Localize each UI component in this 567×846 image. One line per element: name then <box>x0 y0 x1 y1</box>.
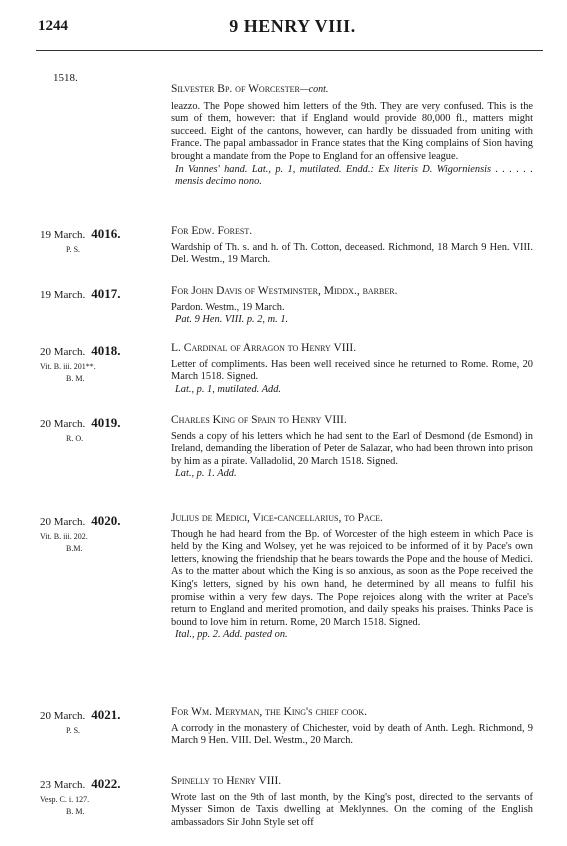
entry-ref: R. O. <box>66 434 84 443</box>
entry-margin <box>40 775 160 817</box>
entry-meta: Ital., pp. 2. Add. pasted on. <box>175 629 288 641</box>
entry-text: Wardship of Th. s. and h. of Th. Cotton, deceased. Richmond, 18 March 9 Hen. VIII. Del. Westm., 19 March. <box>171 241 533 266</box>
entry-body <box>171 775 533 829</box>
entry-date: 20 March. <box>40 418 86 430</box>
entry-title: L. Cardinal of Arragon to Henry VIII. <box>171 342 357 354</box>
entry-margin <box>40 225 160 255</box>
entry-meta: Lat., p. 1, mutilated. Add. <box>175 383 282 395</box>
entry-body <box>171 706 533 748</box>
continued-entry <box>171 83 533 189</box>
entry-number: 4017. <box>91 286 121 301</box>
entry-text: Pardon. Westm., 19 March. <box>171 301 285 313</box>
entry-number: 4016. <box>91 226 121 241</box>
entry-meta: Pat. 9 Hen. VIII. p. 2, m. 1. <box>175 314 289 326</box>
entry-ref: B. M. <box>66 807 85 816</box>
entry-number: 4022. <box>91 776 121 791</box>
running-head: 9 HENRY VIII. <box>229 16 356 36</box>
entry-title: Spinelly to Henry VIII. <box>171 775 282 787</box>
page-number: 1244 <box>38 18 68 34</box>
entry-body <box>171 512 533 642</box>
header-rule <box>36 50 543 51</box>
entry-title-text: Silvester Bp. of Worcester <box>171 83 300 95</box>
entry-margin <box>40 285 160 303</box>
entry-body <box>171 342 533 396</box>
entry-date: 20 March. <box>40 516 86 528</box>
entry-number: 4018. <box>91 343 121 358</box>
entry-text: Sends a copy of his letters which he had sent to the Earl of Desmond (de Esmond) in Ireland, demanding the liberation of Peter de Salazar, who had been thrown into prison by him as a pirate. Valladolid, 20 March 1518. Signed. <box>171 430 533 467</box>
entry-ref: Vit. B. iii. 201**. <box>40 362 96 371</box>
entry-text: Letter of compliments. Has been well received since he returned to Rome. Rome, 20 March 1518. Signed. <box>171 358 533 383</box>
entry-title: For Wm. Meryman, the King's chief cook. <box>171 706 367 718</box>
entry-number: 4019. <box>91 415 121 430</box>
entry-number: 4020. <box>91 513 121 528</box>
entry-ref: B. M. <box>66 374 85 383</box>
entry-title-cont: —cont. <box>299 84 329 95</box>
entry-title: Julius de Medici, Vice-cancellarius, to Pace. <box>171 512 383 524</box>
entry-title: For John Davis of Westminster, Middx., barber. <box>171 285 398 297</box>
entry-text: Though he had heard from the Bp. of Worcester of the high esteem in which Pace is held by the King and Wolsey, yet he was rejoiced to be informed of it by Pace's own letters, knowing the friendship that he bears towards the Pope and the house of Medici. As to the matter about which the King is so anxious, as soon as the Pope received the King's letters, signed by his own hand, he determined by all means to fulfil his promise within a very few days. The Pope rejoices along with the writer at Pace's return to England and merited promotion, and daily speaks his praises. Thinks Pace is bound to love him in return. Rome, 20 March 1518. Signed. <box>171 528 533 628</box>
entry-meta: In Vannes' hand. Lat., p. 1, mutilated. Endd.: Ex literis D. Wigorniensis . . . . . . mensis decimo nono. <box>175 163 533 188</box>
entry-date: 19 March. <box>40 229 86 241</box>
entry-text: leazzo. The Pope showed him letters of the 9th. They are very confused. This is the sum of them, however: that if England would provide 80,000 fl., matters might succeed. Eight of the cantons, however, can hardly be dissuaded from uniting with France. The papal ambassador in France states that the King complains of Sion having brought a mandate from the Pope to England for an offensive league. <box>171 100 533 162</box>
entry-ref: P. S. <box>66 726 81 735</box>
entry-date: 19 March. <box>40 289 86 301</box>
entry-ref: P. S. <box>66 245 81 254</box>
entry-date: 23 March. <box>40 779 86 791</box>
entry-number: 4021. <box>91 707 121 722</box>
entry-title <box>171 83 533 97</box>
entry-ref: Vit. B. iii. 202. <box>40 532 88 541</box>
entry-margin <box>40 706 160 736</box>
entry-date: 20 March. <box>40 710 86 722</box>
entry-margin <box>40 342 160 384</box>
entry-text: Wrote last on the 9th of last month, by the King's post, directed to the servants of Mysser Simon de Taxis dwelling at Meklynnes. On the coming of the English ambassadors Sir John Style set off <box>171 791 533 828</box>
entry-body <box>171 285 533 327</box>
entry-ref: Vesp. C. i. 127. <box>40 795 90 804</box>
entry-margin <box>40 512 160 554</box>
year-label: 1518. <box>53 72 78 84</box>
entry-body <box>171 414 533 481</box>
entry-date: 20 March. <box>40 346 86 358</box>
entry-body <box>171 225 533 267</box>
entry-ref: B.M. <box>66 544 83 553</box>
page-header <box>38 12 547 40</box>
entry-margin <box>40 414 160 444</box>
entry-title: For Edw. Forest. <box>171 225 253 237</box>
entry-title: Charles King of Spain to Henry VIII. <box>171 414 347 426</box>
entry-meta: Lat., p. 1. Add. <box>175 468 237 480</box>
entry-text: A corrody in the monastery of Chichester, void by death of Anth. Legh. Richmond, 9 March 9 Hen. VIII. Del. Westm., 20 March. <box>171 722 533 747</box>
